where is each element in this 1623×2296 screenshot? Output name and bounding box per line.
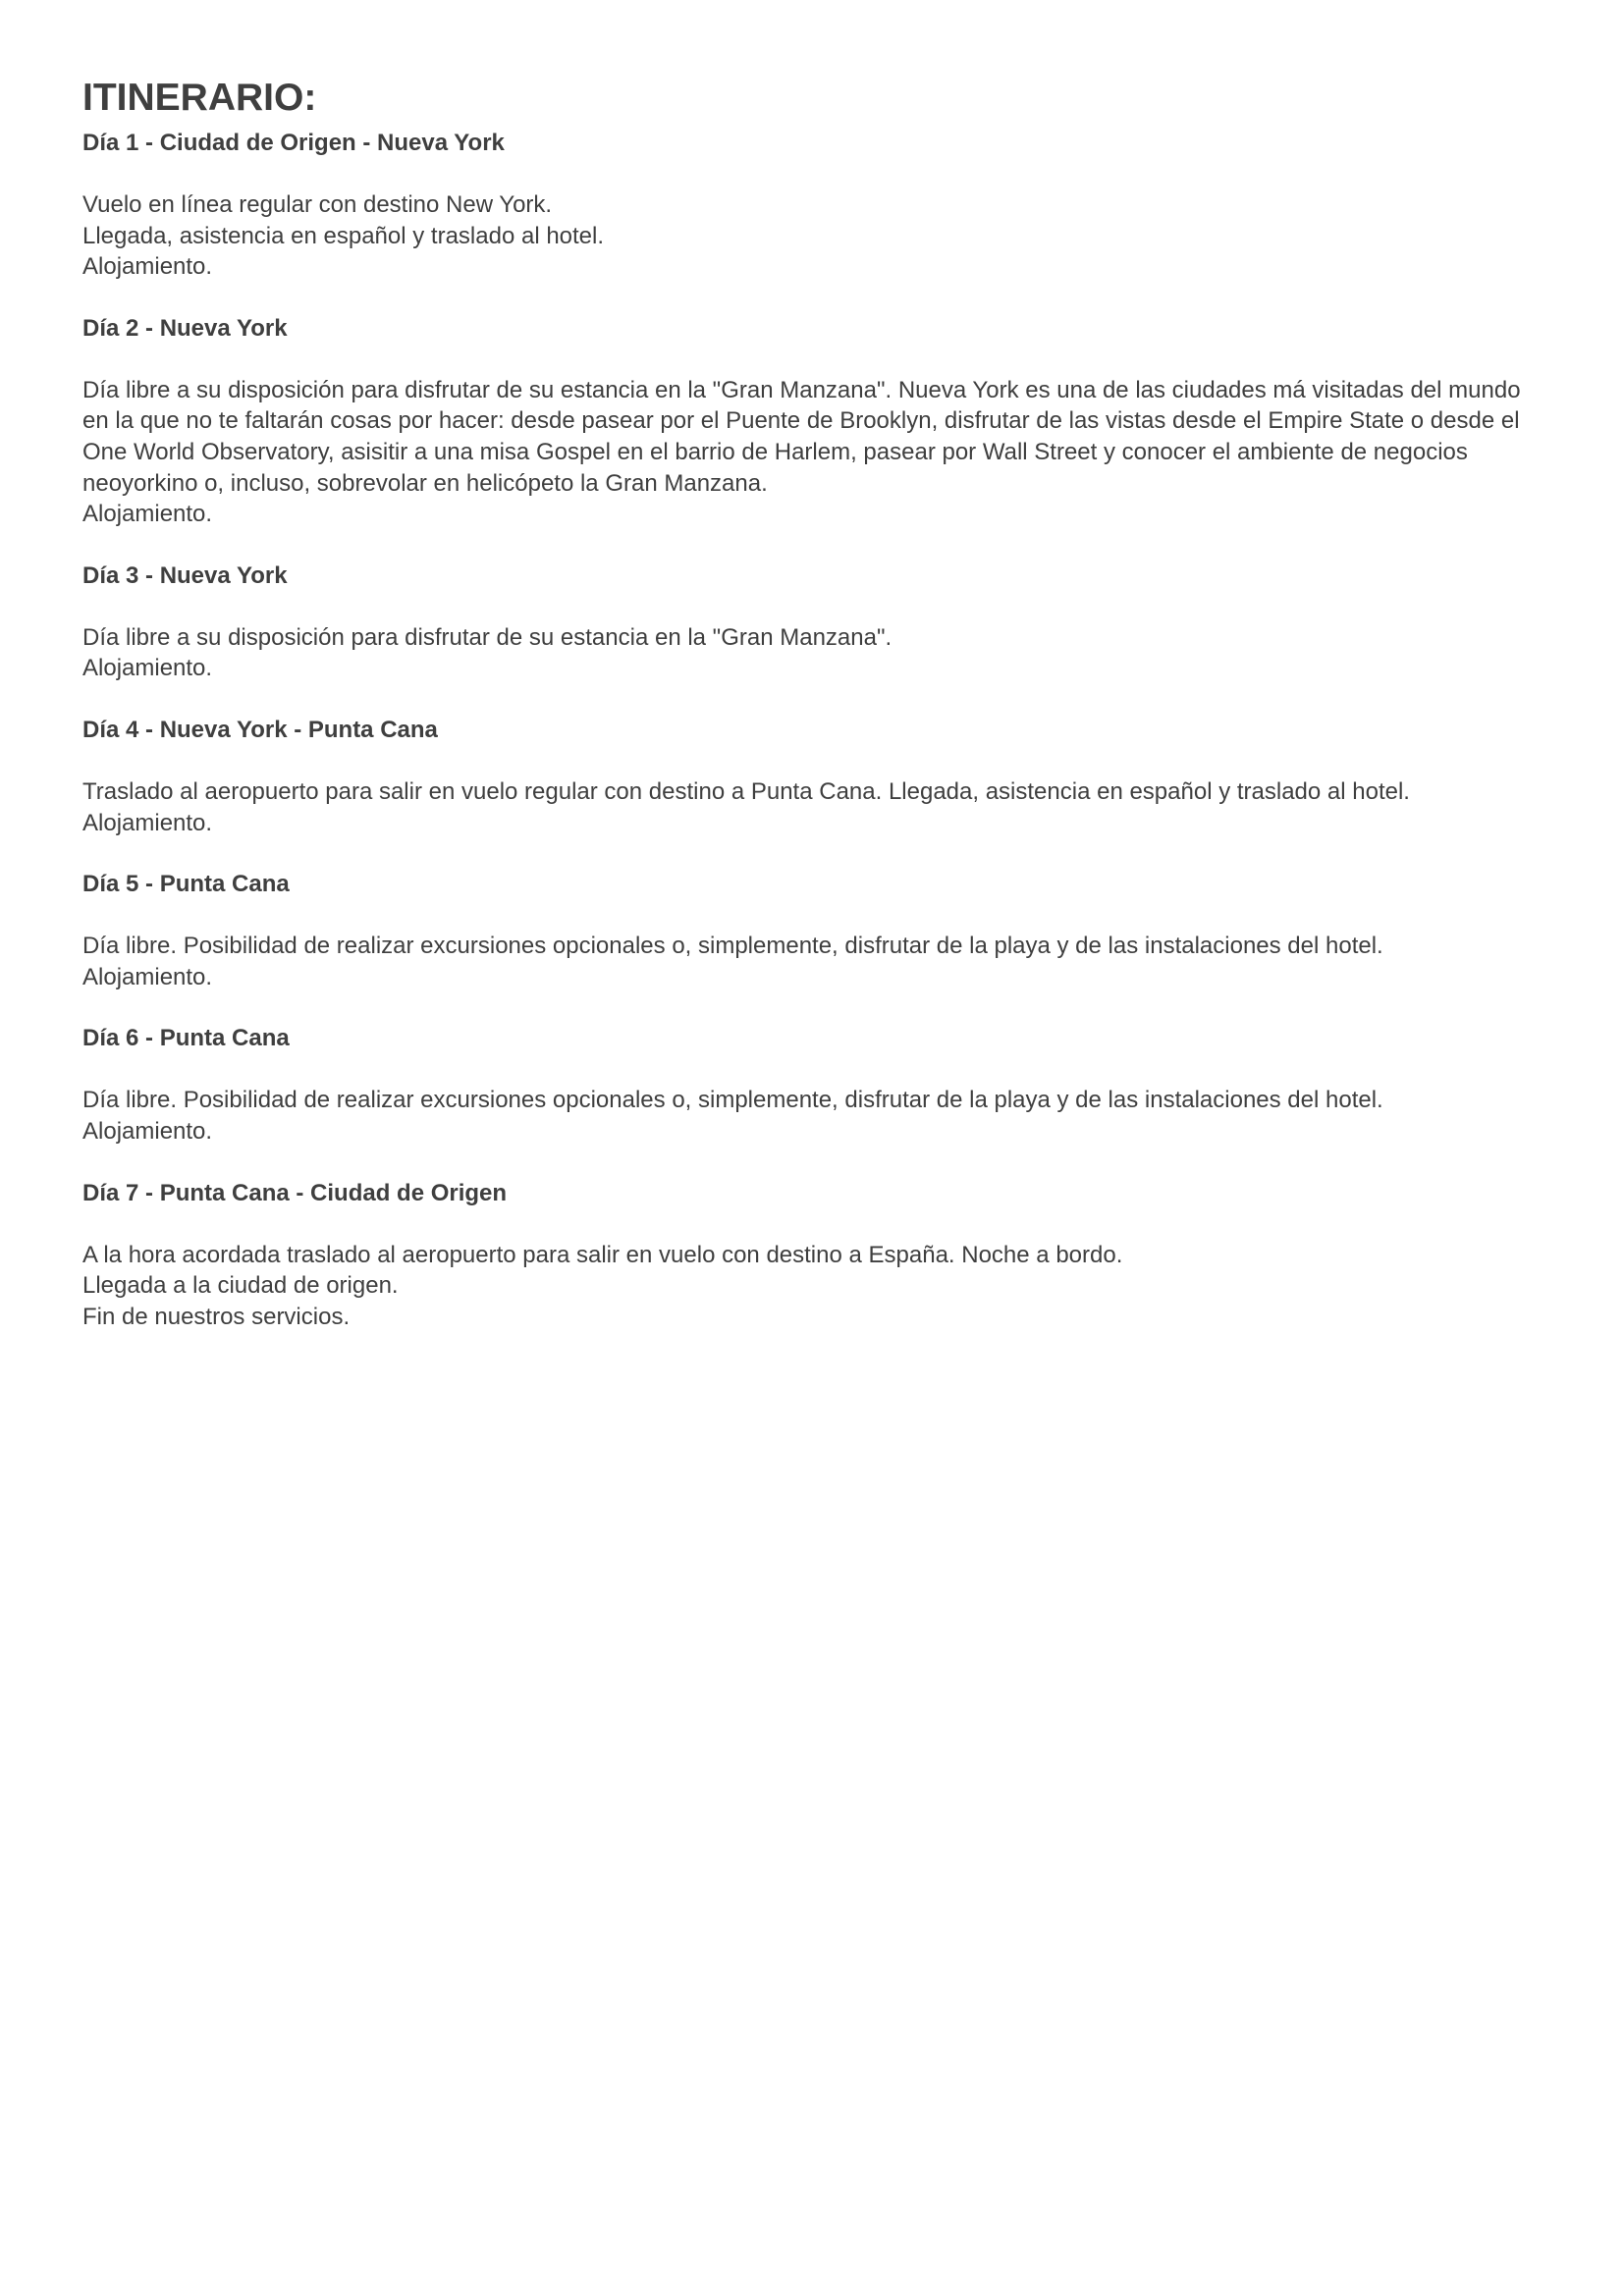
day-5-heading: Día 5 - Punta Cana [82, 871, 290, 898]
day-4-section [82, 715, 1545, 838]
day-4-heading: Día 4 - Nueva York - Punta Cana [82, 716, 438, 743]
day-7-paragraph-2: Llegada a la ciudad de origen. [82, 1272, 399, 1300]
itinerary-page [82, 69, 1545, 1362]
day-1-heading: Día 1 - Ciudad de Origen - Nueva York [82, 130, 505, 156]
day-4-paragraph-1: Traslado al aeropuerto para salir en vuelo regular con destino a Punta Cana. Llegada, asistencia en español y traslado al hotel. [82, 777, 1410, 805]
day-1-paragraph-1: Vuelo en línea regular con destino New York. [82, 191, 553, 218]
day-7-paragraph-1: A la hora acordada traslado al aeropuerto para salir en vuelo con destino a España. Noche a bordo. [82, 1241, 1123, 1268]
day-5-paragraph-2: Alojamiento. [82, 963, 213, 990]
day-1-paragraph-3: Alojamiento. [82, 253, 213, 281]
day-6-section [82, 1023, 1545, 1147]
day-3-description [82, 622, 1545, 684]
day-3-section [82, 561, 1545, 684]
day-2-paragraph-1: Día libre a su disposición para disfrutar de su estancia en la "Gran Manzana". Nueva York es una de las ciudades má visitadas del mundo en la que no te faltarán cosas por hacer: desde pasear por el Puente de Brooklyn, disfrutar de las vistas desde el Empire State o desde el One World Observatory, asisitir a una misa Gospel en el barrio de Harlem, pasear por Wall Street y conocer el ambiente de negocios neoyorkino o, incluso, sobrevolar en helicópeto la Gran Manzana. [82, 376, 1521, 497]
day-7-description [82, 1240, 1545, 1333]
day-5-description [82, 931, 1545, 992]
day-6-paragraph-1: Día libre. Posibilidad de realizar excursiones opcionales o, simplemente, disfrutar de la playa y de las instalaciones del hotel. [82, 1087, 1383, 1114]
day-7-section [82, 1178, 1545, 1333]
day-5-section [82, 869, 1545, 992]
day-2-section [82, 313, 1545, 530]
day-7-heading: Día 7 - Punta Cana - Ciudad de Origen [82, 1179, 508, 1206]
page-title: ITINERARIO: [82, 77, 317, 119]
day-3-heading: Día 3 - Nueva York [82, 561, 288, 589]
day-3-paragraph-2: Alojamiento. [82, 655, 213, 682]
day-1-description [82, 189, 1545, 283]
day-5-paragraph-1: Día libre. Posibilidad de realizar excursiones opcionales o, simplemente, disfrutar de la playa y de las instalaciones del hotel. [82, 933, 1383, 960]
day-6-description [82, 1085, 1545, 1147]
day-1-section [82, 128, 1545, 283]
day-4-paragraph-2: Alojamiento. [82, 809, 213, 836]
day-1-paragraph-2: Llegada, asistencia en español y traslado al hotel. [82, 222, 605, 249]
day-2-description [82, 375, 1545, 530]
day-7-paragraph-3: Fin de nuestros servicios. [82, 1303, 351, 1330]
day-4-description [82, 776, 1545, 838]
day-6-paragraph-2: Alojamiento. [82, 1117, 213, 1145]
day-2-paragraph-2: Alojamiento. [82, 501, 213, 528]
day-2-heading: Día 2 - Nueva York [82, 314, 288, 342]
day-6-heading: Día 6 - Punta Cana [82, 1025, 290, 1052]
day-3-paragraph-1: Día libre a su disposición para disfrutar de su estancia en la "Gran Manzana". [82, 623, 893, 651]
